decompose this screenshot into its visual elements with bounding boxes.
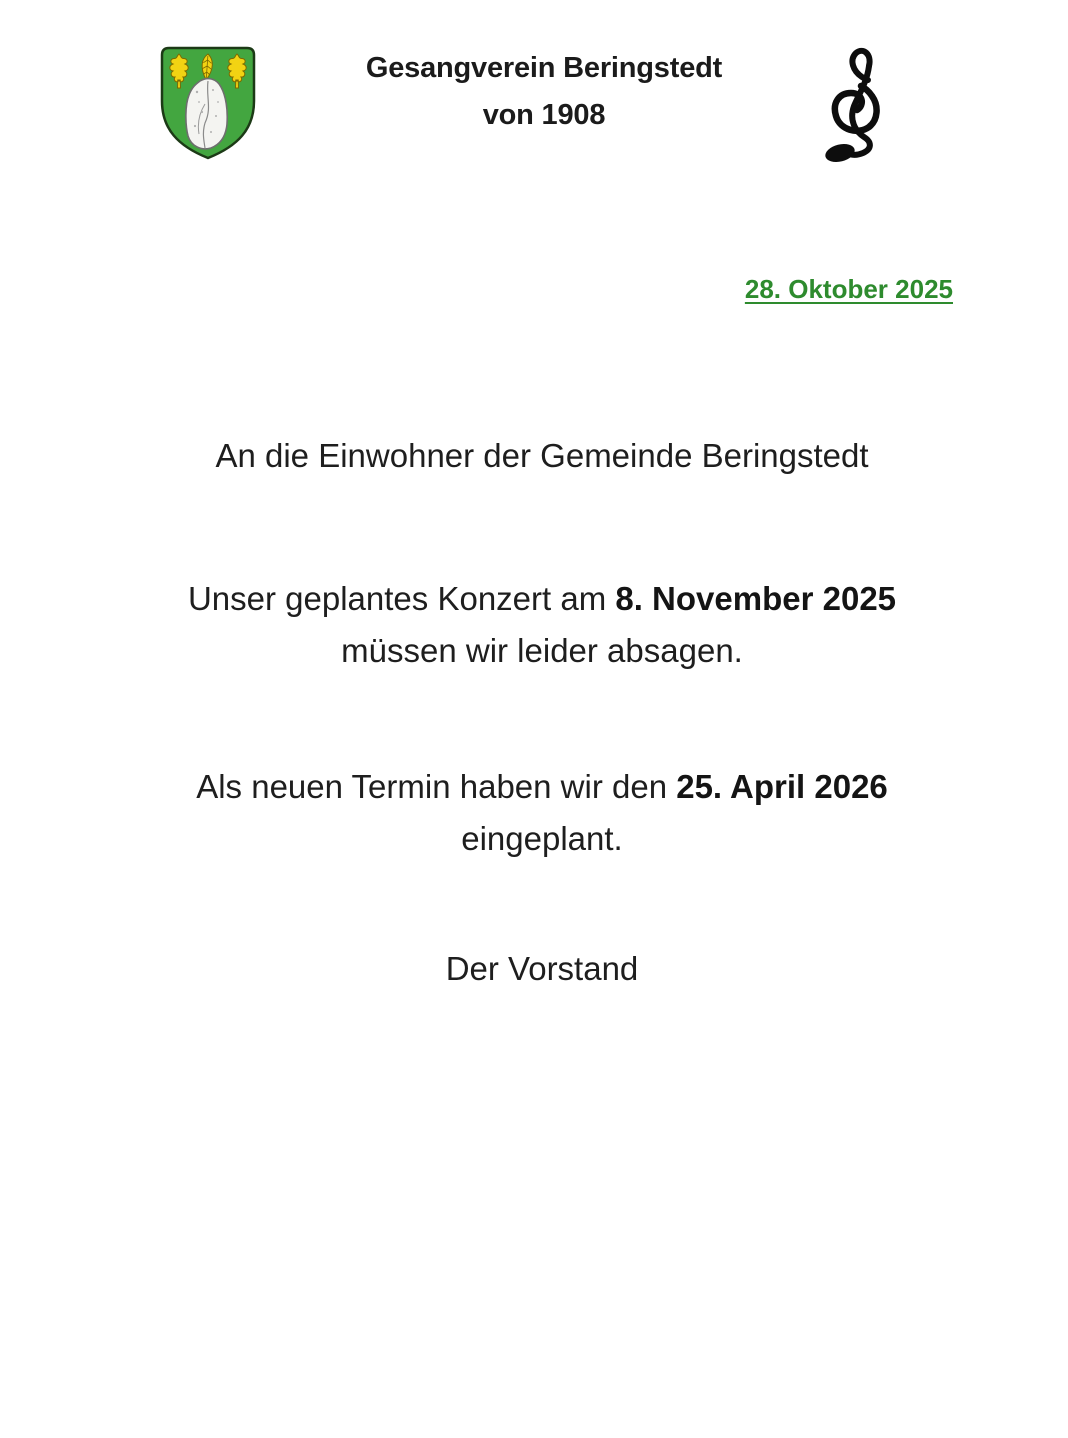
treble-clef-icon [802,40,902,178]
reschedule-line2: eingeplant. [461,820,623,857]
coat-of-arms-icon [155,44,261,165]
cancellation-text: Unser geplantes Konzert am [187,580,616,617]
signature: Der Vorstand [445,950,639,987]
reschedule-text: Als neuen Termin haben wir den [196,768,677,805]
megalith-stone [186,79,227,149]
salutation: An die Einwohner der Gemeinde Beringstedt [215,437,869,474]
org-founding-year: von 1908 [482,99,606,131]
reschedule-paragraph [14,761,1068,865]
cancellation-line2: müssen wir leider absagen. [341,632,743,669]
org-title [284,45,804,139]
cancellation-line1 [14,573,1068,625]
reschedule-line1 [14,761,1068,813]
cancellation-paragraph [14,573,1068,677]
date-line: 28. Oktober 2025 [744,274,953,304]
org-name: Gesangverein Beringstedt [365,52,723,84]
cancelled-concert-date: 8. November 2025 [615,580,897,617]
new-concert-date: 25. April 2026 [676,768,888,805]
